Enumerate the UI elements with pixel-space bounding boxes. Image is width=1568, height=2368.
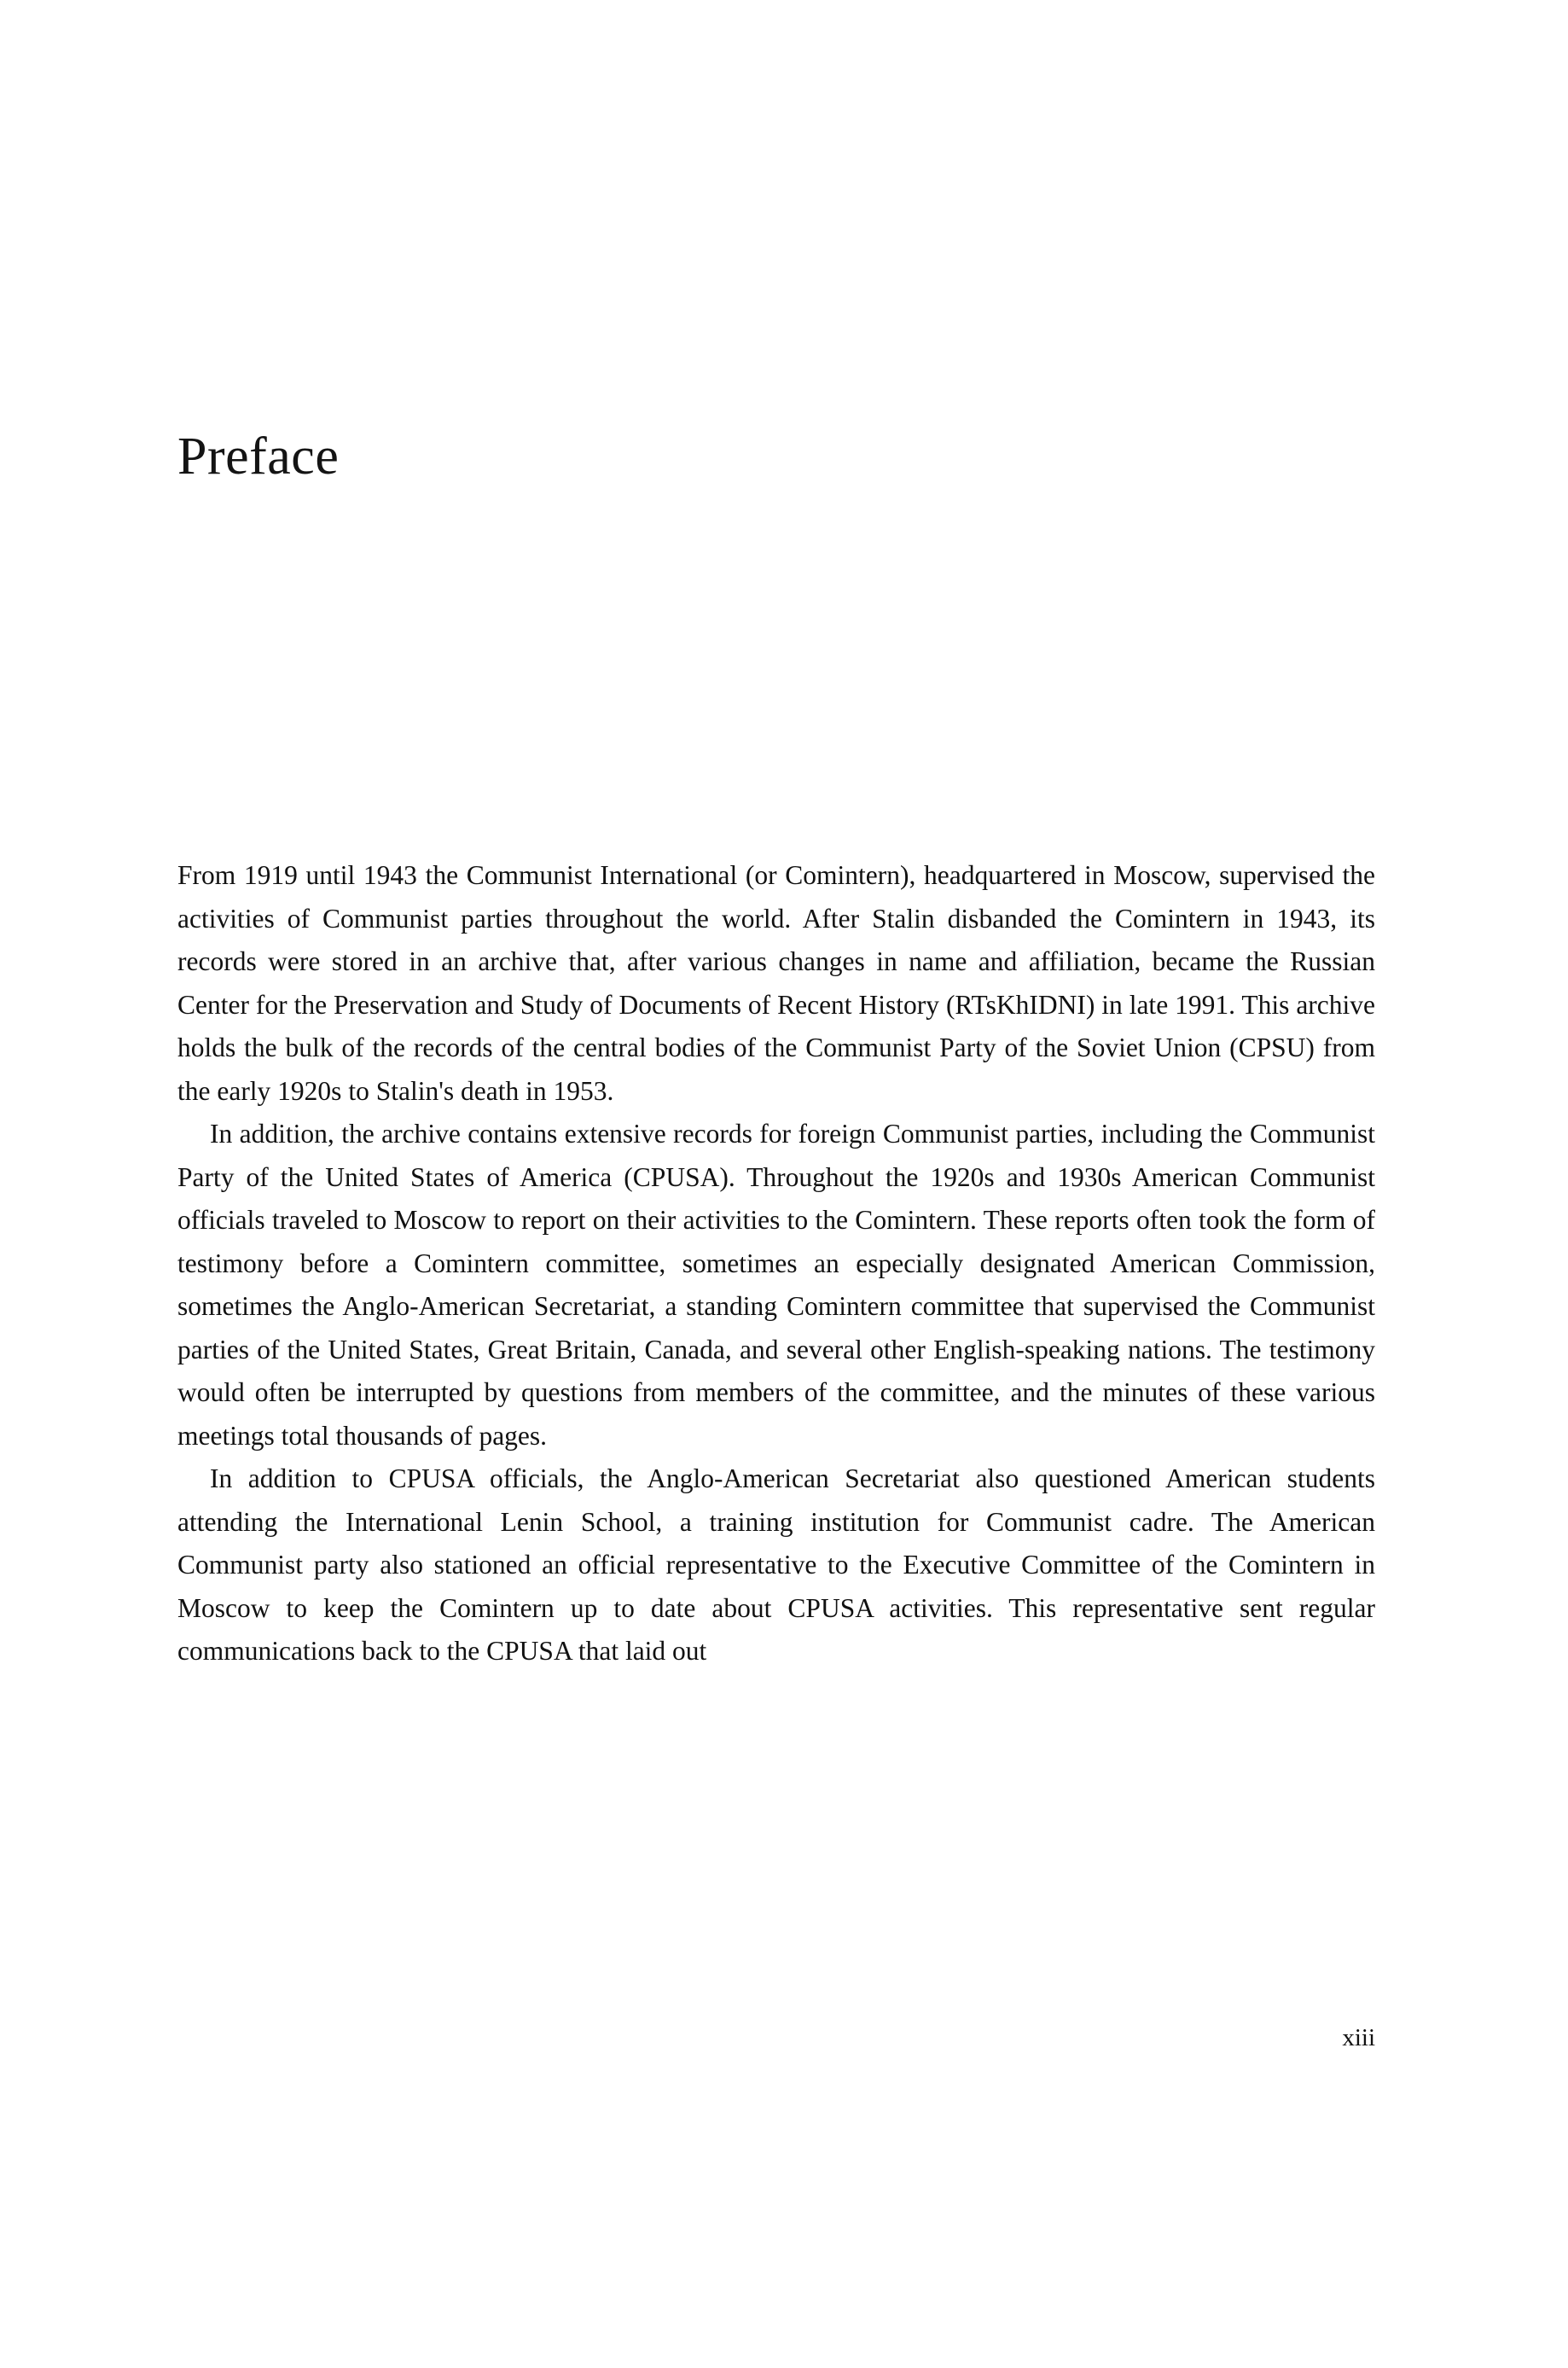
page-title: Preface [177,428,340,486]
page-number: xiii [1342,2024,1375,2051]
page-content [177,0,1375,1673]
paragraph: In addition to CPUSA officials, the Anglo-American Secretariat also questioned American students attending the International Lenin School, a training institution for Communist cadre. The American Communist party also stationed an official representative to the Executive Committee of the Comintern in Moscow to keep the Comintern up to date about CPUSA activities. This representative sent regular communications back to the CPUSA that laid out [177,1463,1375,1666]
body-text [177,854,1375,1673]
paragraph: From 1919 until 1943 the Communist International (or Comintern), headquartered in Moscow, supervised the activities of Communist parties throughout the world. After Stalin disbanded the Comintern in 1943, its records were stored in an archive that, after various changes in name and affiliation, became the Russian Center for the Preservation and Study of Documents of Recent History (RTsKhIDNI) in late 1991. This archive holds the bulk of the records of the central bodies of the Communist Party of the Soviet Union (CPSU) from the early 1920s to Stalin's death in 1953. [177,860,1375,1106]
paragraph: In addition, the archive contains extensive records for foreign Communist parties, including the Communist Party of the United States of America (CPUSA). Throughout the 1920s and 1930s American Communist officials traveled to Moscow to report on their activities to the Comintern. These reports often took the form of testimony before a Comintern committee, sometimes an especially designated American Commission, sometimes the Anglo-American Secretariat, a standing Comintern committee that supervised the Communist parties of the United States, Great Britain, Canada, and several other English-speaking nations. The testimony would often be interrupted by questions from members of the committee, and the minutes of these various meetings total thousands of pages. [177,1119,1375,1451]
